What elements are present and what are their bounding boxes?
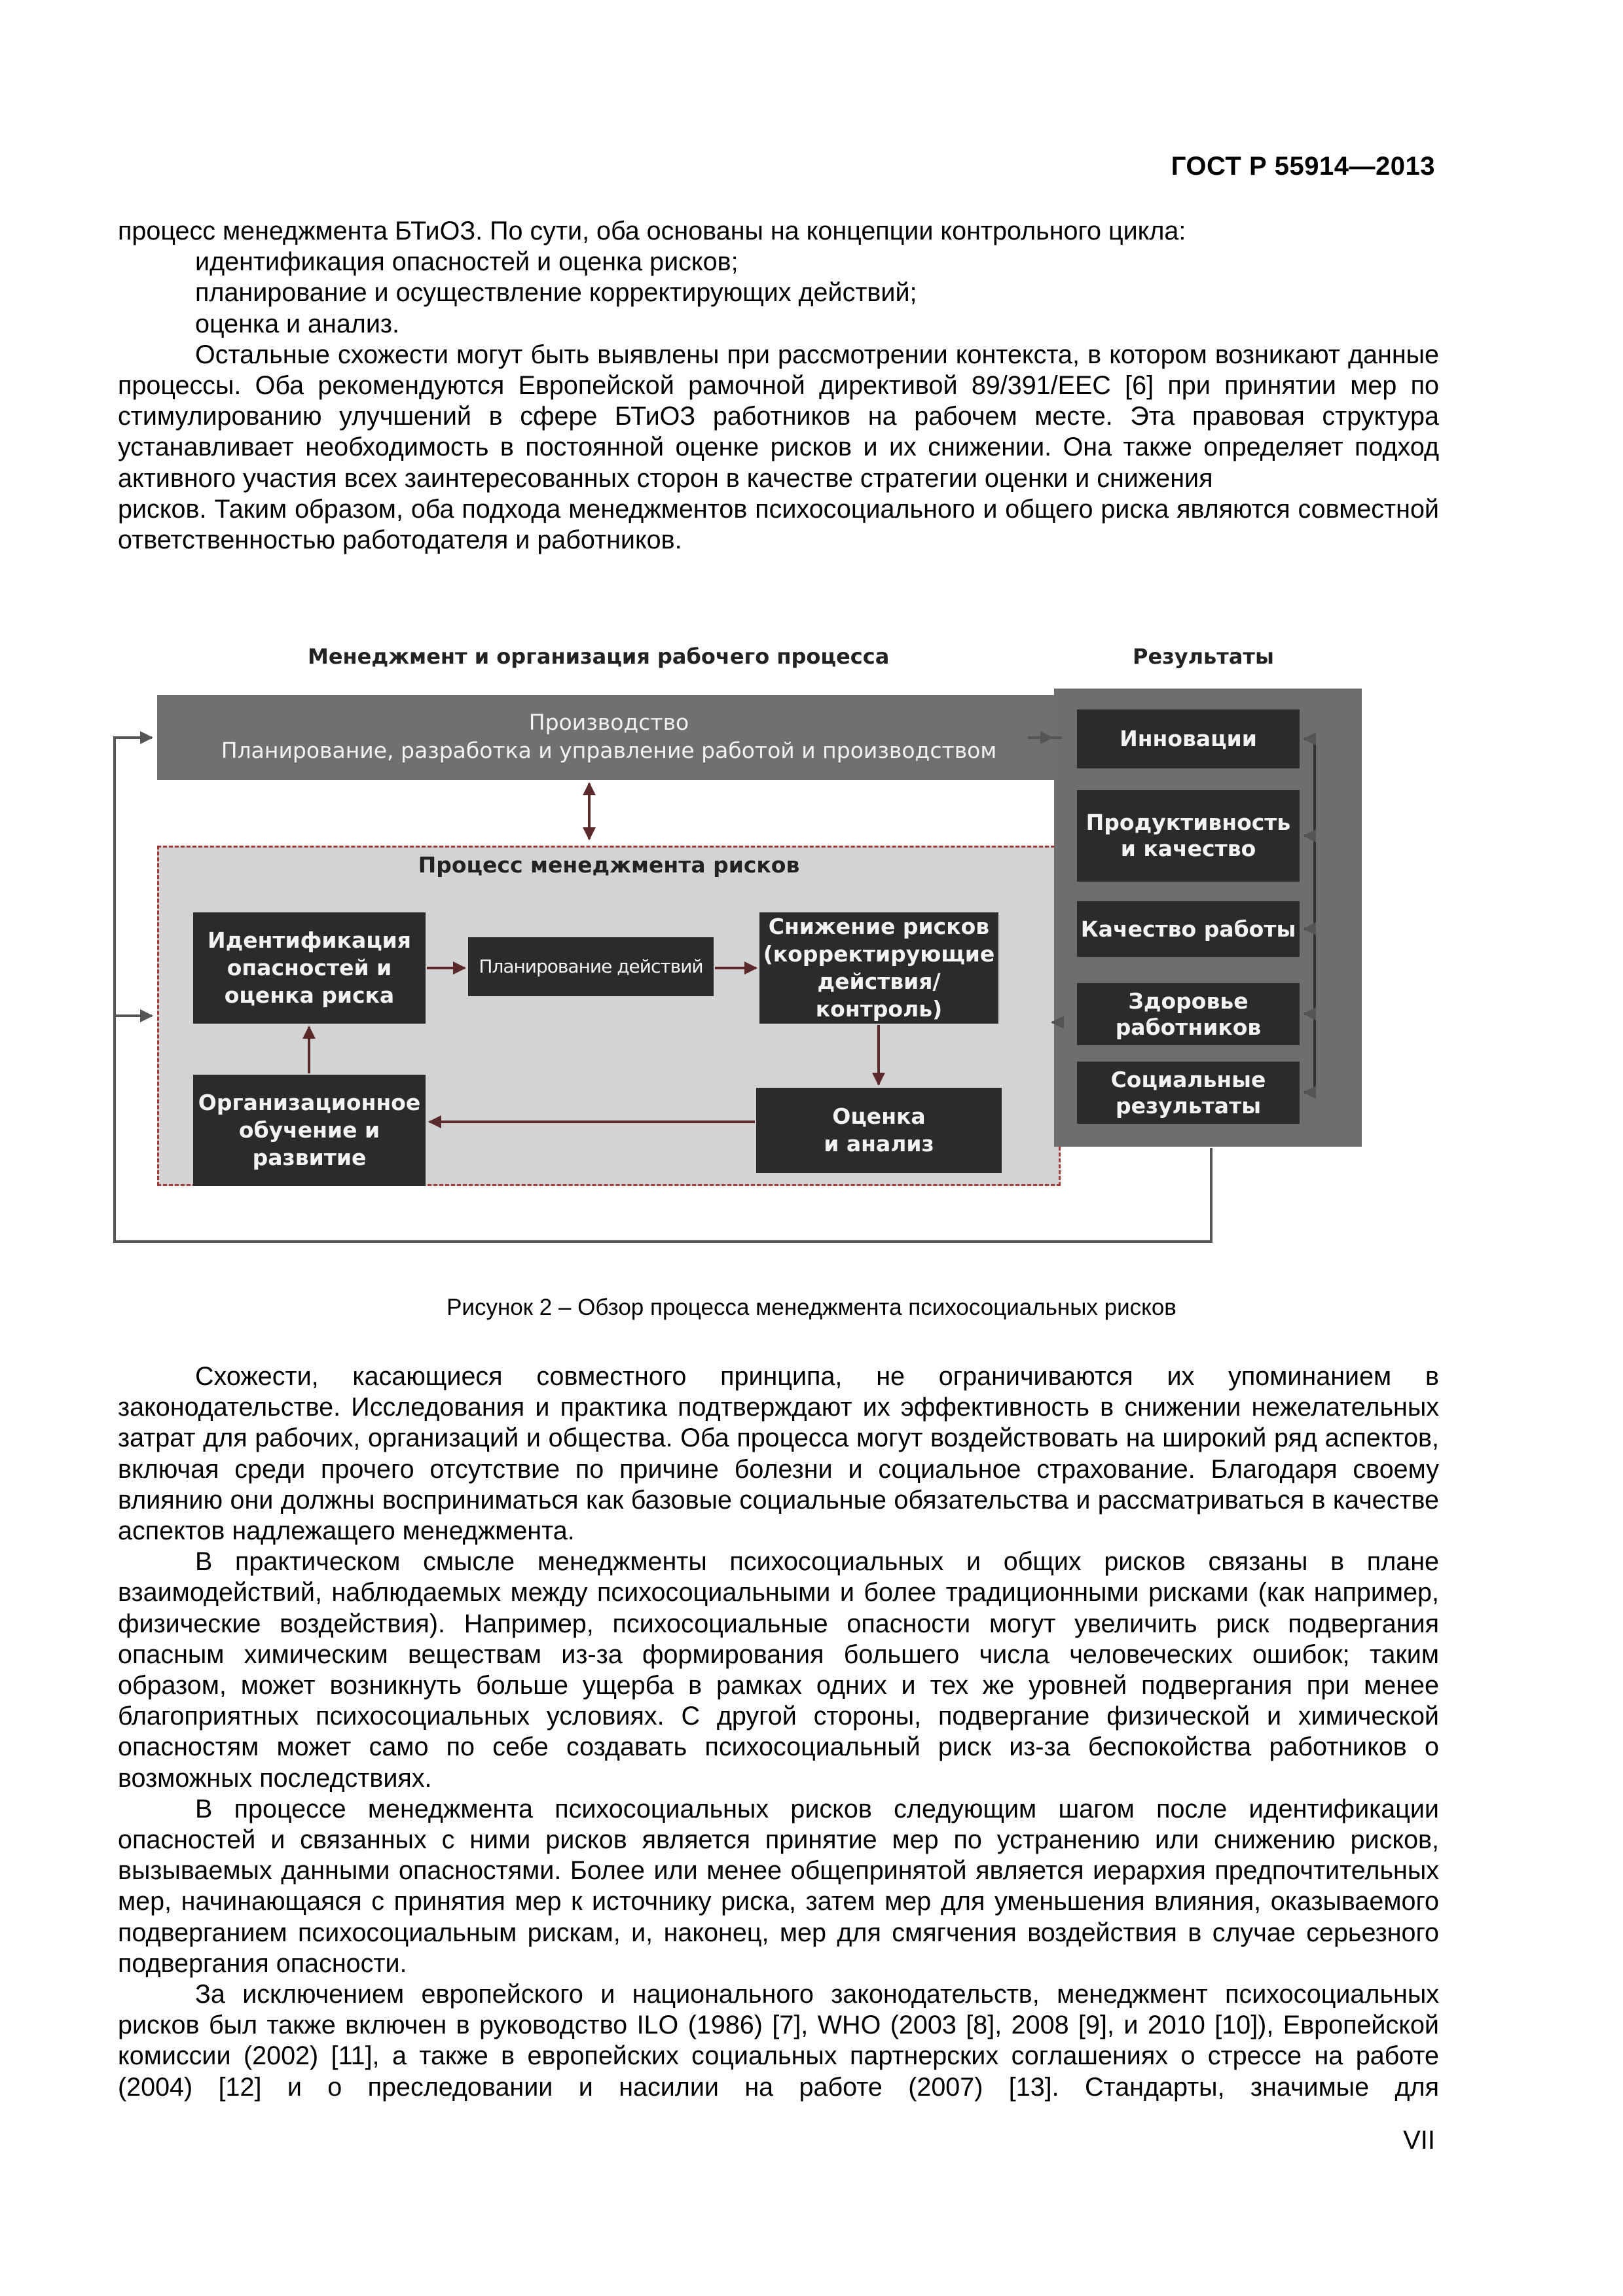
result-label: и качество [1120, 836, 1256, 861]
document-id: ГОСТ Р 55914—2013 [1171, 152, 1435, 181]
reduction-line: Снижение рисков [768, 914, 990, 939]
identification-line: Идентификация [207, 927, 411, 953]
production-subtitle: Планирование, разработка и управление работой и производством [221, 738, 997, 763]
paragraph: Схожести, касающиеся совместного принципа, не ограничиваются их упоминанием в законодательстве. Исследования и практика подтверждают их эффективность в снижении нежелательных затрат для рабочих, организаций и общества. Оба процесса могут воздействовать на широкий ряд аспектов, включая среди прочего отсутствие по причине болезни и социальное страхование. Благодаря своему влиянию они должны восприниматься как базовые социальные обязательства и рассматриваться в качестве аспектов надлежащего менеджмента. [118, 1362, 1439, 1546]
diagram-arrows [111, 630, 1368, 1258]
result-label: Качество работы [1080, 916, 1296, 942]
identification-line: опасностей и [227, 955, 392, 980]
figure-caption: Рисунок 2 – Обзор процесса менеджмента психосоциальных рисков [447, 1295, 1176, 1320]
risk-process-title: Процесс менеджмента рисков [418, 852, 800, 878]
list-item: планирование и осуществление корректирующих действий; [195, 278, 917, 308]
result-label: Инновации [1120, 726, 1257, 751]
management-title: Менеджмент и организация рабочего процесса [308, 644, 890, 669]
body-text-bottom [118, 1361, 1439, 2103]
learning-line: обучение и [238, 1117, 380, 1143]
risk-management-diagram [111, 630, 1368, 1258]
results-title: Результаты [1133, 644, 1274, 669]
page-number: VII [1403, 2126, 1435, 2155]
result-label: Продуктивность [1085, 810, 1291, 835]
paragraph: За исключением европейского и национального законодательств, менеджмент психосоциальных рисков был также включен в руководство ILO (1986) [7], WHO (2003 [8], 2008 [9], и 2010 [10]), Европейской комиссии (2002) [11], а также в европейских социальных партнерских соглашениях о стрессе на работе (2004) [12] и о преследовании и насилии на работе (2007) [13]. Стандарты, значимые для [118, 1980, 1439, 2102]
planning-label: Планирование действий [479, 956, 703, 977]
paragraph: В процессе менеджмента психосоциальных рисков следующим шагом после идентификации опасностей и связанных с ними рисков является принятие мер по устранению или снижению рисков, вызываемых данными опасностями. Более или менее общепринятой является иерархия предпочтительных мер, начинающаяся с принятия мер к источнику риска, затем мер для уменьшения влияния, оказываемого подверганием психосоциальным рискам, и, наконец, мер для смягчения воздействия в случае серьезного подвергания опасности. [118, 1794, 1439, 1978]
list-item: идентификация опасностей и оценка рисков; [195, 247, 739, 277]
body-text-top [118, 216, 1439, 556]
result-label: Социальные [1110, 1066, 1266, 1092]
reduction-line: действия/контроль) [815, 969, 943, 1022]
evaluation-line: и анализ [824, 1131, 934, 1157]
list-item: оценка и анализ. [195, 309, 400, 338]
result-label: результаты [1115, 1092, 1262, 1119]
learning-line: Организационное [198, 1090, 421, 1115]
result-label: работников [1115, 1014, 1262, 1040]
identification-line: оценка риска [224, 982, 395, 1008]
paragraph: рисков. Таким образом, оба подхода менеджментов психосоциального и общего риска являются совместной ответственностью работодателя и работников. [118, 494, 1439, 555]
result-label: Здоровье [1128, 988, 1249, 1014]
production-title: Производство [528, 709, 689, 735]
evaluation-line: Оценка [832, 1103, 926, 1129]
paragraph: В практическом смысле менеджменты психосоциальных и общих рисков связаны в плане взаимодействий, наблюдаемых между психосоциальными и более традиционными рисками (как например, физические воздействия). Например, психосоциальные опасности могут увеличить риск подвергания опасным химическим веществам из-за формирования большего числа человеческих ошибок; таким образом, может возникнуть больше ущерба в рамках одних и тех же уровней подвергания при менее благоприятных психосоциальных условиях. С другой стороны, подвергание физической и химической опасностям может само по себе создавать психосоциальный риск из-за беспокойства работников о возможных последствиях. [118, 1547, 1439, 1793]
paragraph: Остальные схожести могут быть выявлены при рассмотрении контекста, в котором возникают данные процессы. Оба рекомендуются Европейской рамочной директивой 89/391/EEC [6] при принятии мер по стимулированию улучшений в сфере БТиОЗ работников на рабочем месте. Эта правовая структура устанавливает необходимость в постоянной оценке рисков и их снижении. Она также определяет подход активного участия всех заинтересованных сторон в качестве стратегии оценки и снижения [118, 340, 1439, 493]
feedback-loop-production [115, 738, 1211, 1242]
reduction-line: (корректирующие [763, 941, 995, 967]
learning-line: развитие [252, 1145, 367, 1170]
paragraph: процесс менеджмента БТиОЗ. По сути, оба основаны на концепции контрольного цикла: [118, 217, 1186, 245]
